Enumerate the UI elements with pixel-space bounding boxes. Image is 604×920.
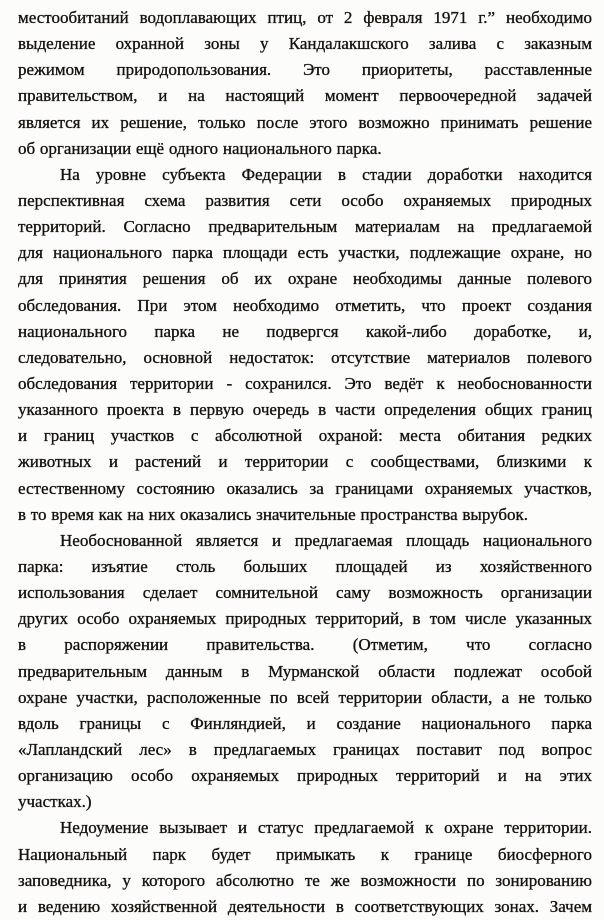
text-line: об организации ещё одного национального парка. <box>18 138 382 158</box>
text-line: территорий. Согласно предварительным материалам на предлагаемой <box>18 217 592 237</box>
text-line: других особо охраняемых природных территорий, в том числе указанных <box>18 609 592 629</box>
text-line: На уровне субъекта Федерации в стадии доработки находится <box>60 164 592 184</box>
text-line: режимом природопользования. Это приоритеты, расставленные <box>18 60 592 80</box>
text-line: следовательно, основной недостаток: отсутствие материалов полевого <box>18 347 592 367</box>
text-line: перспективная схема развития сети особо охраняемых природных <box>18 190 592 210</box>
text-line: обследования территории - сохранился. Это ведёт к необоснованности <box>18 373 592 393</box>
text-line: правительством, и на настоящий момент первоочередной задачей <box>18 86 592 106</box>
text-line: использования сделает сомнительной саму возможность организации <box>18 583 592 603</box>
paragraph <box>18 162 592 528</box>
text-line: предварительным данным в Мурманской области подлежат особой <box>18 661 592 681</box>
text-line: «Лапландский лес» в предлагаемых границах поставит под вопрос <box>18 739 592 759</box>
paragraph <box>18 5 592 162</box>
text-line: для национального парка площади есть участки, подлежащие охране, но <box>18 243 592 263</box>
text-line: и ведению хозяйственной деятельности в соответствующих зонах. Зачем <box>18 896 592 916</box>
text-line: охране участки, расположенные по всей территории области, а не только <box>18 687 592 707</box>
text-line: в распоряжении правительства. (Отметим, что согласно <box>18 635 592 655</box>
text-line: является их решение, только после этого возможно принимать решение <box>18 112 592 132</box>
text-line: национального парка не подвергся какой-либо доработке, и, <box>18 321 592 341</box>
paragraph <box>18 815 592 920</box>
text-line: естественному состоянию оказались за границами охраняемых участков, <box>18 478 592 498</box>
text-line: и границ участков с абсолютной охраной: места обитания редких <box>18 426 592 446</box>
text-line: участках.) <box>18 792 92 812</box>
text-line: вдоль границы с Финляндией, и создание национального парка <box>18 713 592 733</box>
text-line: Необоснованной является и предлагаемая площадь национального <box>60 530 592 550</box>
text-line: Недоумение вызывает и статус предлагаемой к охране территории. <box>60 818 592 838</box>
text-line: выделение охранной зоны у Кандалакшского залива с заказным <box>18 34 592 54</box>
text-line: местообитаний водоплавающих птиц, от 2 февраля 1971 г.” необходимо <box>18 8 592 27</box>
text-line: для принятия решения об их охране необходимы данные полевого <box>18 269 592 289</box>
paragraph <box>18 528 592 816</box>
text-line: организацию особо охраняемых природных территорий и на этих <box>18 766 592 786</box>
text-line: обследования. При этом необходимо отметить, что проект создания <box>18 295 592 315</box>
text-line: в то время как на них оказались значительные пространства вырубок. <box>18 504 529 524</box>
text-line: указанного проекта в первую очередь в части определения общих границ <box>18 400 592 420</box>
text-line: парка: изъятие столь больших площадей из хозяйственного <box>18 556 592 576</box>
text-line: Национальный парк будет примыкать к границе биосферного <box>18 844 592 864</box>
text-line: заповедника, у которого абсолютно те же возможности по зонированию <box>18 870 592 890</box>
text-line: животных и растений и территории с сообществами, близкими к <box>18 452 592 472</box>
